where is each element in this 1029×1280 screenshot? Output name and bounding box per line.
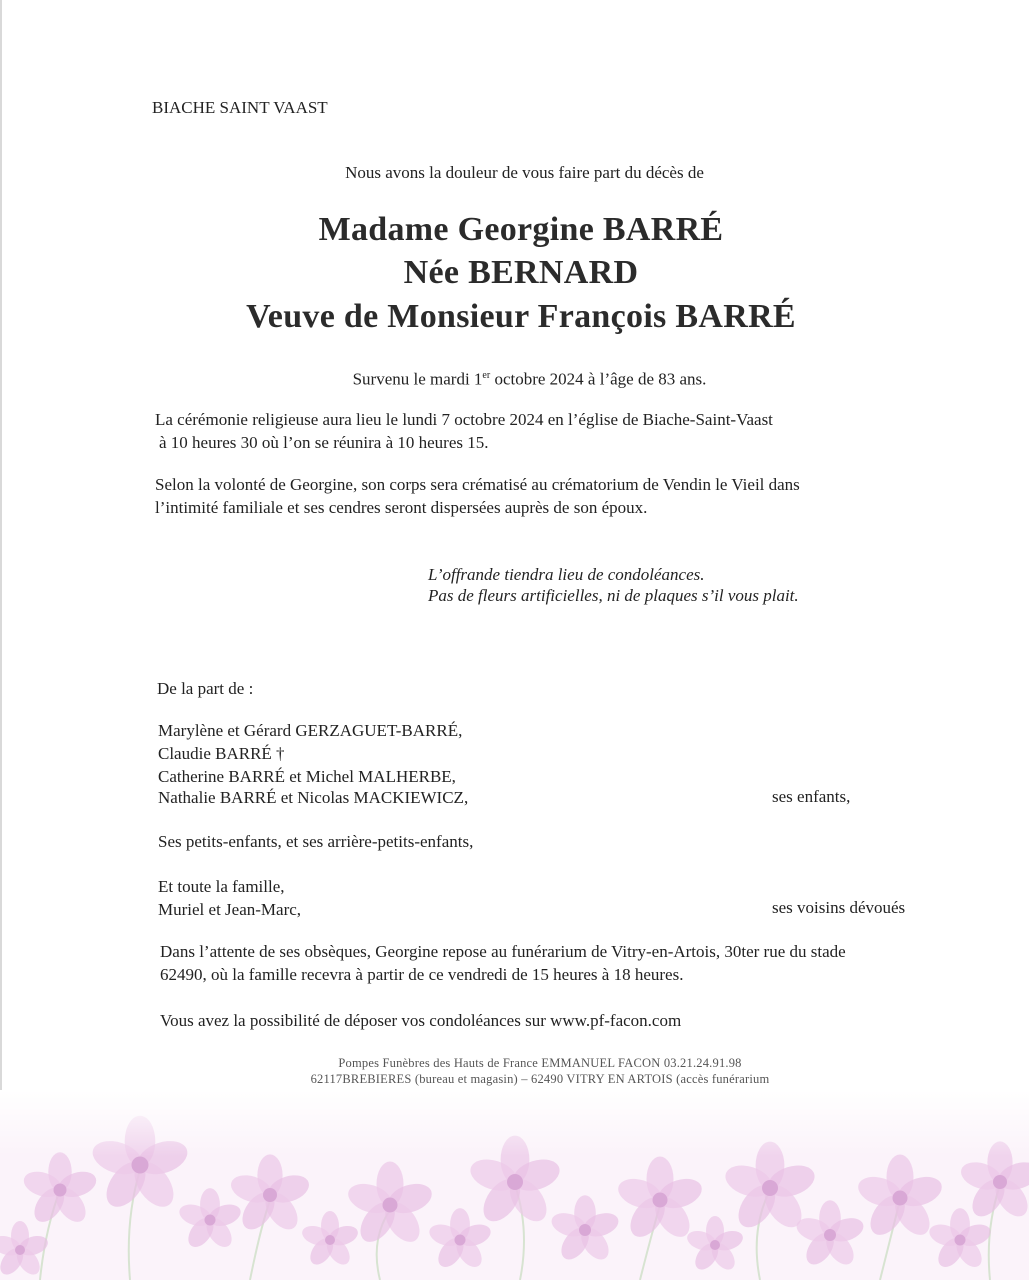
footer-line-1: Pompes Funèbres des Hauts de France EMMANUEL FACON 03.21.24.91.98 [338, 1056, 742, 1070]
cremation-line-1: Selon la volonté de Georgine, son corps sera crématisé au crématorium de Vendin le Vieil dans [155, 475, 800, 494]
children-role: ses enfants, [772, 787, 851, 806]
flowers-illustration [0, 1090, 1029, 1280]
grandchildren: Ses petits-enfants, et ses arrière-petits-enfants, [158, 832, 474, 851]
funerarium-line-1: Dans l’attente de ses obsèques, Georgine repose au funérarium de Vitry-en-Artois, 30ter rue du stade [160, 942, 846, 961]
notice-line-1: L’offrande tiendra lieu de condoléances. [428, 565, 705, 584]
maiden-name: Née BERNARD [403, 254, 639, 291]
neighbors-role: ses voisins dévoués [772, 898, 906, 917]
location-header: BIACHE SAINT VAAST [152, 98, 328, 117]
widow-of: Veuve de Monsieur François BARRÉ [246, 298, 796, 335]
intro-text: Nous avons la douleur de vous faire part du décès de [345, 163, 704, 182]
ceremony-line-2: à 10 heures 30 où l’on se réunira à 10 heures 15. [159, 433, 489, 452]
cremation-line-2: l’intimité familiale et ses cendres seront dispersées auprès de son époux. [155, 498, 648, 517]
death-date: Survenu le mardi 1er octobre 2024 à l’âge de 83 ans. [352, 369, 707, 389]
footer-line-2: 62117BREBIERES (bureau et magasin) – 62490 VITRY EN ARTOIS (accès funérarium [310, 1072, 770, 1086]
whole-family: Et toute la famille, [158, 877, 285, 896]
funerarium-line-2: 62490, où la famille recevra à partir de ce vendredi de 15 heures à 18 heures. [160, 965, 684, 984]
child-3: Catherine BARRÉ et Michel MALHERBE, [158, 767, 456, 786]
child-4: Nathalie BARRÉ et Nicolas MACKIEWICZ, [158, 788, 469, 807]
condolences-link-text: Vous avez la possibilité de déposer vos condoléances sur www.pf-facon.com [160, 1011, 682, 1030]
child-1: Marylène et Gérard GERZAGUET-BARRÉ, [158, 721, 463, 740]
from-label: De la part de : [157, 679, 254, 698]
deceased-name: Madame Georgine BARRÉ [318, 211, 724, 248]
neighbors: Muriel et Jean-Marc, [158, 900, 302, 919]
ceremony-line-1: La cérémonie religieuse aura lieu le lundi 7 octobre 2024 en l’église de Biache-Saint-Vaast [155, 410, 773, 429]
notice-line-2: Pas de fleurs artificielles, ni de plaques s’il vous plait. [428, 586, 799, 605]
flower-border-image [0, 1090, 1029, 1280]
child-2: Claudie BARRÉ † [158, 744, 285, 763]
page-edge [0, 0, 2, 1280]
